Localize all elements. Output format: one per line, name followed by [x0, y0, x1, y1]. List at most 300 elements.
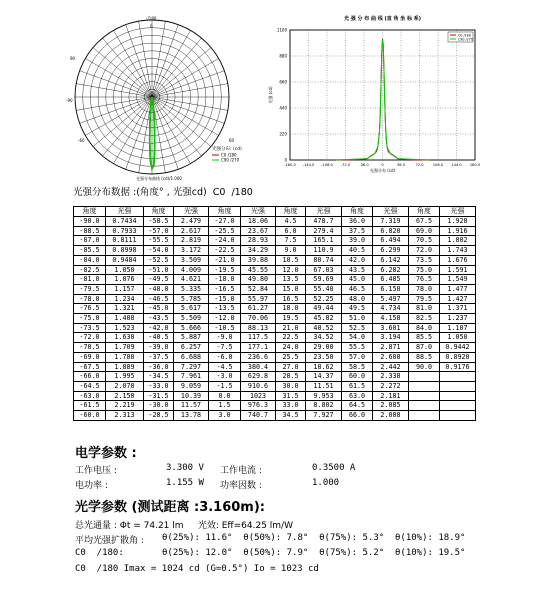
table-cell: 49.44 [306, 304, 342, 314]
table-body [74, 217, 476, 421]
table-cell: 61.27 [241, 304, 276, 314]
polar-tick-label: 60 [229, 138, 235, 143]
table-cell: 12.0 [276, 265, 306, 275]
table-cell: 4.734 [373, 304, 409, 314]
table-cell: -82.5 [74, 265, 106, 275]
voltage-label: 工作电压 : [75, 466, 117, 476]
table-cell: 4.158 [373, 314, 409, 324]
table-cell: -39.0 [144, 343, 174, 353]
table-cell: 55.40 [306, 284, 342, 294]
cart-y-tick: 220 [279, 131, 287, 137]
table-cell: 5.666 [174, 323, 209, 333]
table-cell: -69.0 [74, 352, 106, 362]
table-cell: -27.0 [209, 217, 241, 227]
table-cell: -51.0 [144, 265, 174, 275]
table-cell: -55.5 [144, 236, 174, 246]
table-cell: -19.5 [209, 265, 241, 275]
table-cell: 33.0 [276, 401, 306, 411]
table-cell: 66.0 [342, 411, 373, 421]
cart-y-tick: 0 [284, 157, 287, 163]
table-cell: 2.008 [373, 411, 409, 421]
optical-line-c0-label: C0 /180: [75, 548, 124, 558]
table-cell: 6.688 [174, 352, 209, 362]
table-cell [440, 401, 476, 411]
table-cell: -40.5 [144, 333, 174, 343]
table-cell: 1.523 [106, 323, 144, 333]
table-cell: 79.5 [409, 294, 440, 304]
table-row [74, 372, 476, 382]
table-cell: -52.5 [144, 255, 174, 265]
table-cell: 1.050 [106, 265, 144, 275]
table-cell: 49.5 [342, 304, 373, 314]
table-cell: 88.5 [409, 352, 440, 362]
cart-y-tick: 1100 [276, 27, 287, 33]
table-cell: 34.29 [241, 246, 276, 256]
table-header-cell: 光强 [373, 207, 409, 217]
table-cell: 19.5 [276, 314, 306, 324]
table-cell: 40.52 [306, 323, 342, 333]
table-cell: 7.5 [276, 236, 306, 246]
table-cell: 2.442 [373, 362, 409, 372]
table-cell: 6.158 [373, 284, 409, 294]
power-label: 电功率 : [75, 481, 108, 491]
table-cell: 5.497 [373, 294, 409, 304]
table-cell: 23.67 [241, 226, 276, 236]
table-cell: 24.0 [276, 343, 306, 353]
table-cell: -1.5 [209, 381, 241, 391]
table-cell: 2.219 [106, 401, 144, 411]
table-row [74, 411, 476, 421]
table-row [74, 284, 476, 294]
table-cell [440, 381, 476, 391]
table-cell: 6.257 [174, 343, 209, 353]
table-cell: 740.7 [241, 411, 276, 421]
table-cell: -33.0 [144, 381, 174, 391]
table-cell: 1.709 [106, 343, 144, 353]
table-cell: 1.5 [209, 401, 241, 411]
table-cell: 910.6 [241, 381, 276, 391]
table-cell: 54.0 [342, 333, 373, 343]
table-cell: 0.9176 [440, 362, 476, 372]
table-cell: 1.630 [106, 333, 144, 343]
table-row [74, 304, 476, 314]
polar-legend-label: C90 /270 [221, 157, 240, 163]
table-header-cell: 角度 [74, 207, 106, 217]
table-cell: 279.4 [306, 226, 342, 236]
table-cell: 1.549 [440, 275, 476, 285]
table-row [74, 381, 476, 391]
table-cell: 2.070 [106, 381, 144, 391]
table-cell: 28.93 [241, 236, 276, 246]
table-row [74, 294, 476, 304]
table-cell: 22.5 [276, 333, 306, 343]
table-cell: 1.237 [440, 314, 476, 324]
table-cell: 9.953 [306, 391, 342, 401]
table-cell: 42.0 [342, 255, 373, 265]
table-cell: -9.0 [209, 333, 241, 343]
polar-legend-label: C0 /180 [221, 152, 237, 158]
pf-value: 1.000 [312, 478, 340, 488]
table-header-cell: 光强 [241, 207, 276, 217]
table-cell: 7.297 [174, 362, 209, 372]
table-cell: 5.887 [174, 333, 209, 343]
table-cell: 2.617 [174, 226, 209, 236]
table-cell: 5.509 [174, 314, 209, 324]
table-cell: -58.5 [144, 217, 174, 227]
table-cell: 380.4 [241, 362, 276, 372]
optical-heading: 光学参数 (测试距离 :3.160m): [75, 500, 265, 515]
table-cell: 6.142 [373, 255, 409, 265]
table-cell: 57.0 [342, 352, 373, 362]
table-cell: 11.51 [306, 381, 342, 391]
cart-x-tick: 36.0 [396, 163, 406, 167]
table-cell: 4.009 [174, 265, 209, 275]
polar-tick-label: -90 [66, 98, 73, 103]
table-cell: -48.0 [144, 284, 174, 294]
cart-x-tick: -108.0 [321, 163, 333, 167]
cart-x-tick: -144.0 [302, 163, 315, 167]
table-cell: -63.0 [74, 391, 106, 401]
table-cell: 0.9442 [440, 343, 476, 353]
table-cell: -78.0 [74, 294, 106, 304]
table-cell: -42.0 [144, 323, 174, 333]
table-cell: -18.0 [209, 275, 241, 285]
table-cell: 0.8111 [106, 236, 144, 246]
table-cell: 84.0 [409, 323, 440, 333]
table-cell: 63.0 [342, 391, 373, 401]
table-cell [409, 372, 440, 382]
table-row [74, 226, 476, 236]
table-header-cell: 角度 [276, 207, 306, 217]
table-cell [440, 391, 476, 401]
table-cell: 9.059 [174, 381, 209, 391]
cart-x-tick: 0 [381, 163, 384, 167]
table-cell: -37.5 [144, 352, 174, 362]
table-cell: 60.0 [342, 372, 373, 382]
table-cell: -16.5 [209, 284, 241, 294]
cart-series-line [336, 39, 429, 160]
cart-x-tick: 180.0 [469, 163, 481, 167]
table-cell: 69.0 [409, 226, 440, 236]
table-cell: 55.97 [241, 294, 276, 304]
power-value: 1.155 W [166, 478, 204, 488]
table-cell: 5.335 [174, 284, 209, 294]
table-cell: 2.150 [106, 391, 144, 401]
table-cell: 37.5 [342, 226, 373, 236]
cartesian-chart [267, 15, 481, 173]
table-cell: -57.0 [144, 226, 174, 236]
table-cell: 1.743 [440, 246, 476, 256]
table-cell: 46.5 [342, 284, 373, 294]
table-cell: 28.5 [276, 372, 306, 382]
table-cell: 70.5 [409, 236, 440, 246]
table-cell: -84.0 [74, 255, 106, 265]
table-cell: 34.52 [306, 333, 342, 343]
table-cell: 48.0 [342, 294, 373, 304]
table-cell: 23.50 [306, 352, 342, 362]
table-cell: -66.0 [74, 372, 106, 382]
table-cell: 25.5 [276, 352, 306, 362]
current-label: 工作电流 : [220, 466, 262, 476]
table-cell: -67.5 [74, 362, 106, 372]
table-header-cell: 角度 [409, 207, 440, 217]
electric-heading: 电学参数 : [75, 446, 137, 461]
table-cell: 0.8920 [440, 352, 476, 362]
table-cell: -7.5 [209, 343, 241, 353]
data-caption: 光强分布数据 :(角度° , 光强cd) C0 /180 [73, 187, 253, 198]
table-cell: 10.5 [276, 255, 306, 265]
table-cell: -70.5 [74, 343, 106, 353]
table-cell [409, 381, 440, 391]
table-cell: 88.13 [241, 323, 276, 333]
table-cell: 6.282 [373, 265, 409, 275]
table-cell: -81.0 [74, 275, 106, 285]
table-cell: 629.8 [241, 372, 276, 382]
table-row [74, 352, 476, 362]
table-cell: -3.0 [209, 372, 241, 382]
optical-line-imax: C0 /180 Imax = 1024 cd (G=0.5°) Io = 1023 cd [75, 564, 319, 574]
table-cell: 52.25 [306, 294, 342, 304]
table-cell: 29.00 [306, 343, 342, 353]
table-cell: -43.5 [144, 314, 174, 324]
table-cell: -45.0 [144, 304, 174, 314]
table-cell [440, 411, 476, 421]
table-cell: 0.7933 [106, 226, 144, 236]
cart-x-tick: 72.0 [415, 163, 424, 167]
table-cell: 6.494 [373, 236, 409, 246]
table-cell: 3.194 [373, 333, 409, 343]
table-row [74, 401, 476, 411]
table-cell: 78.0 [409, 284, 440, 294]
cart-x-tick: 108.0 [432, 163, 444, 167]
polar-tick-label: 0 [150, 24, 153, 29]
table-header-row [74, 207, 476, 217]
table-cell: 6.299 [373, 246, 409, 256]
pf-label: 功率因数 : [220, 481, 262, 491]
table-cell: 1.477 [440, 284, 476, 294]
table-cell: 40.5 [342, 246, 373, 256]
table-cell: -15.0 [209, 294, 241, 304]
polar-bottom-label: 光强分布曲线 (cd)/1.000 [136, 176, 182, 181]
table-cell: 13.5 [276, 275, 306, 285]
table-cell: 61.5 [342, 381, 373, 391]
table-cell: -31.5 [144, 391, 174, 401]
optical-line-avg-values: θ(25%): 11.6° θ(50%): 7.8° θ(75%): 5.3° θ(10%): 18.9° [162, 533, 466, 543]
cart-x-tick: -180.0 [284, 163, 296, 167]
table-cell: 43.5 [342, 265, 373, 275]
cart-ylabel: 光强 (cd) [268, 86, 273, 104]
table-cell: 1.676 [440, 255, 476, 265]
table-cell: 55.5 [342, 343, 373, 353]
table-cell: -72.0 [74, 333, 106, 343]
table-cell: -60.0 [74, 411, 106, 421]
table-row [74, 275, 476, 285]
cart-legend-label: C90 /270 [458, 37, 473, 42]
table-cell [409, 401, 440, 411]
table-cell: 1.916 [440, 226, 476, 236]
table-cell: -34.5 [144, 372, 174, 382]
table-cell: -12.0 [209, 314, 241, 324]
table-cell [409, 391, 440, 401]
table-cell: -73.5 [74, 323, 106, 333]
table-cell: -88.5 [74, 226, 106, 236]
table-cell: 18.06 [241, 217, 276, 227]
table-cell: -90.0 [74, 217, 106, 227]
table-cell: 21.0 [276, 323, 306, 333]
table-header-cell: 光强 [306, 207, 342, 217]
table-cell: 4.5 [276, 217, 306, 227]
table-row [74, 255, 476, 265]
table-header-cell: 角度 [209, 207, 241, 217]
table-cell: 39.88 [241, 255, 276, 265]
table-cell: 10.39 [174, 391, 209, 401]
table-cell: 31.5 [276, 391, 306, 401]
table-cell: 236.6 [241, 352, 276, 362]
table-cell: 2.479 [174, 217, 209, 227]
table-cell: 1.780 [106, 352, 144, 362]
table-cell: 59.69 [306, 275, 342, 285]
table-cell: -10.5 [209, 323, 241, 333]
table-row [74, 265, 476, 275]
table-row [74, 343, 476, 353]
table-cell: 6.820 [373, 226, 409, 236]
table-cell: -61.5 [74, 401, 106, 411]
table-cell: 1.995 [106, 372, 144, 382]
table-cell: 58.5 [342, 362, 373, 372]
table-cell: 1.234 [106, 294, 144, 304]
table-cell: 85.5 [409, 333, 440, 343]
table-cell: 976.3 [241, 401, 276, 411]
table-cell: 73.5 [409, 255, 440, 265]
table-cell: -64.5 [74, 381, 106, 391]
cart-y-tick: 880 [279, 53, 287, 59]
table-cell: 82.5 [409, 314, 440, 324]
table-cell: -25.5 [209, 226, 241, 236]
table-cell: 51.0 [342, 314, 373, 324]
table-header-cell: 光强 [106, 207, 144, 217]
intensity-table [73, 206, 476, 421]
table-cell: 0.9484 [106, 255, 144, 265]
table-cell: -30.0 [144, 401, 174, 411]
table-cell: -6.0 [209, 352, 241, 362]
cart-x-tick: -36.0 [359, 163, 369, 167]
table-cell: 7.961 [174, 372, 209, 382]
table-cell [440, 372, 476, 382]
table-cell: 6.0 [276, 226, 306, 236]
table-cell: 2.085 [373, 401, 409, 411]
table-cell: 478.7 [306, 217, 342, 227]
table-cell: 1.928 [440, 217, 476, 227]
table-cell: 75.0 [409, 265, 440, 275]
table-cell: 72.0 [409, 246, 440, 256]
table-cell: 1.157 [106, 284, 144, 294]
table-cell: 9.0 [276, 246, 306, 256]
table-cell: -79.5 [74, 284, 106, 294]
table-header-cell: 角度 [144, 207, 174, 217]
table-cell: -24.0 [209, 236, 241, 246]
table-cell: -49.5 [144, 275, 174, 285]
table-row [74, 391, 476, 401]
table-cell: 177.1 [241, 343, 276, 353]
table-cell: 90.0 [409, 362, 440, 372]
table-cell: 2.181 [373, 391, 409, 401]
table-cell: -21.0 [209, 255, 241, 265]
table-cell: -46.5 [144, 294, 174, 304]
table-cell: 27.0 [276, 362, 306, 372]
cart-x-tick: 144.0 [451, 163, 462, 167]
table-cell: 87.0 [409, 343, 440, 353]
cart-y-tick: 440 [279, 105, 287, 111]
table-cell: -87.0 [74, 236, 106, 246]
voltage-value: 3.300 V [166, 463, 204, 473]
table-cell: 1.889 [106, 362, 144, 372]
table-cell: 13.78 [174, 411, 209, 421]
table-header-cell: 角度 [342, 207, 373, 217]
table-cell: 1.321 [106, 304, 144, 314]
table-cell: 1.802 [440, 236, 476, 246]
polar-chart [66, 16, 242, 181]
table-cell: 3.0 [209, 411, 241, 421]
table-cell: 18.62 [306, 362, 342, 372]
table-cell: 1.076 [106, 275, 144, 285]
table-cell: -85.5 [74, 246, 106, 256]
table-cell: 18.0 [276, 304, 306, 314]
table-cell: 3.172 [174, 246, 209, 256]
table-cell: 81.0 [409, 304, 440, 314]
table-cell: 5.785 [174, 294, 209, 304]
table-cell: 1.371 [440, 304, 476, 314]
table-cell: 2.272 [373, 381, 409, 391]
table-cell: 2.819 [174, 236, 209, 246]
table-cell: -4.5 [209, 362, 241, 372]
table-cell: 2.871 [373, 343, 409, 353]
table-row [74, 236, 476, 246]
table-cell: 45.55 [241, 265, 276, 275]
cart-x-tick: -72.0 [340, 163, 351, 167]
table-cell: 15.0 [276, 284, 306, 294]
cart-y-tick: 660 [279, 79, 287, 85]
table-cell: 67.03 [306, 265, 342, 275]
table-cell: 8.802 [306, 401, 342, 411]
cart-xlabel: 光强分布 (cd) [369, 168, 396, 173]
polar-tick-label: 90 [70, 56, 76, 61]
table-cell: 80.74 [306, 255, 342, 265]
optical-line-flux: 总光通量 : Φt = 74.21 lm 光效: Eff=64.25 lm/W [75, 521, 293, 531]
table-cell: 165.1 [306, 236, 342, 246]
table-cell: 1.591 [440, 265, 476, 275]
table-cell: 2.313 [106, 411, 144, 421]
table-cell: 39.0 [342, 236, 373, 246]
optical-line-avg-label: 平均光强扩散角 : [75, 536, 144, 546]
polar-series-line [150, 97, 155, 168]
table-row [74, 246, 476, 256]
table-cell: 7.927 [306, 411, 342, 421]
table-cell: -75.0 [74, 314, 106, 324]
table-cell: 45.82 [306, 314, 342, 324]
table-cell: 3.509 [174, 255, 209, 265]
table-row [74, 333, 476, 343]
table-row [74, 323, 476, 333]
table-row [74, 314, 476, 324]
table-cell: 1023 [241, 391, 276, 401]
table-cell: 70.06 [241, 314, 276, 324]
polar-tick-label: -60 [78, 138, 85, 143]
current-value: 0.3500 A [312, 463, 356, 473]
table-header-cell: 光强 [174, 207, 209, 217]
polar-tick-label: -/180 [146, 16, 157, 21]
table-cell: 30.0 [276, 381, 306, 391]
table-row [74, 217, 476, 227]
